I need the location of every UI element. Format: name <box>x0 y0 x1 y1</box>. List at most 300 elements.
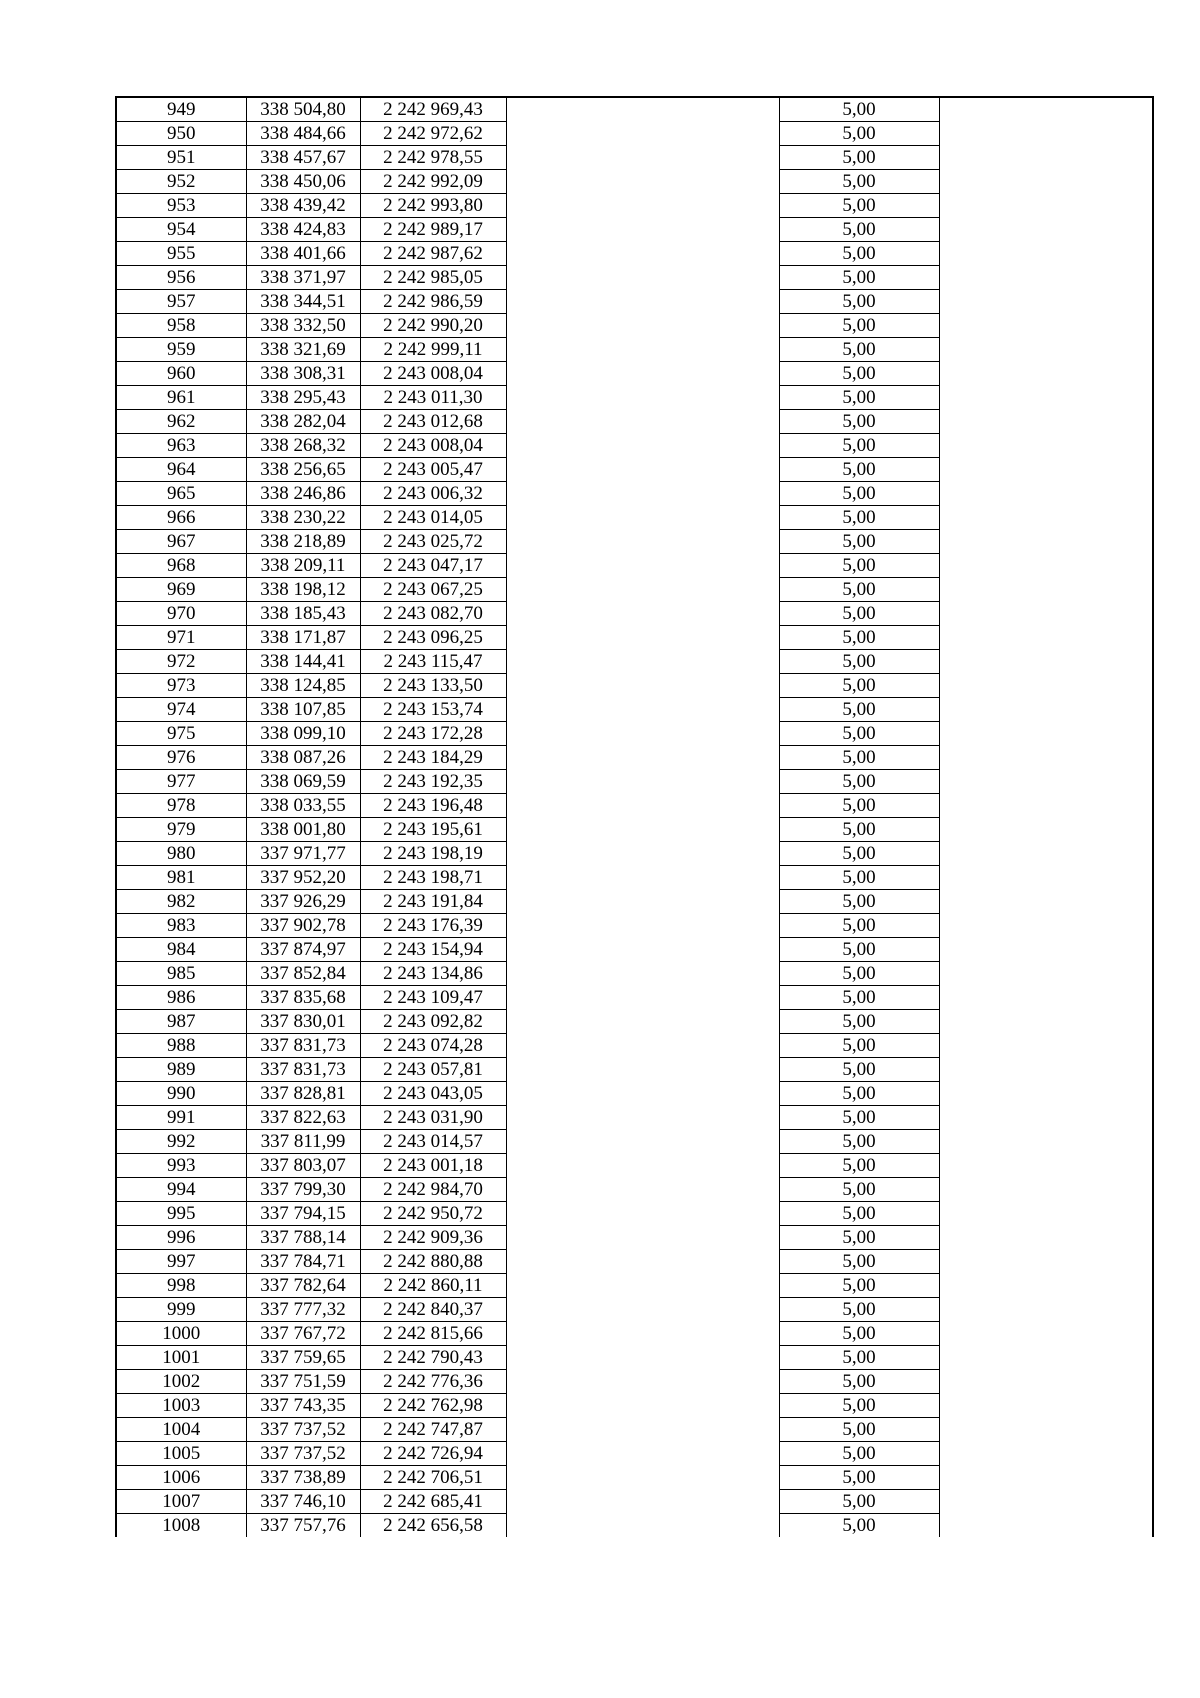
y-coordinate-cell: 2 243 176,39 <box>360 914 506 938</box>
empty-cell <box>939 338 1153 362</box>
empty-cell <box>939 722 1153 746</box>
empty-cell <box>939 938 1153 962</box>
x-coordinate-cell: 337 737,52 <box>246 1418 360 1442</box>
table-row <box>116 626 1153 650</box>
table-row <box>116 818 1153 842</box>
table-row <box>116 1442 1153 1466</box>
y-coordinate-cell: 2 243 012,68 <box>360 410 506 434</box>
empty-cell <box>939 1034 1153 1058</box>
empty-cell <box>506 650 779 674</box>
empty-cell <box>939 626 1153 650</box>
x-coordinate-cell: 338 321,69 <box>246 338 360 362</box>
table-row <box>116 698 1153 722</box>
point-number-cell: 991 <box>116 1106 246 1130</box>
y-coordinate-cell: 2 243 191,84 <box>360 890 506 914</box>
y-coordinate-cell: 2 243 005,47 <box>360 458 506 482</box>
table-row <box>116 938 1153 962</box>
point-number-cell: 976 <box>116 746 246 770</box>
x-coordinate-cell: 337 822,63 <box>246 1106 360 1130</box>
table-row <box>116 794 1153 818</box>
empty-cell <box>506 890 779 914</box>
empty-cell <box>506 962 779 986</box>
empty-cell <box>939 242 1153 266</box>
y-coordinate-cell: 2 242 840,37 <box>360 1298 506 1322</box>
accuracy-cell: 5,00 <box>779 1394 939 1418</box>
empty-cell <box>939 842 1153 866</box>
empty-cell <box>506 986 779 1010</box>
accuracy-cell: 5,00 <box>779 1034 939 1058</box>
y-coordinate-cell: 2 243 192,35 <box>360 770 506 794</box>
empty-cell <box>939 890 1153 914</box>
y-coordinate-cell: 2 243 092,82 <box>360 1010 506 1034</box>
table-row <box>116 1154 1153 1178</box>
empty-cell <box>506 674 779 698</box>
x-coordinate-cell: 337 738,89 <box>246 1466 360 1490</box>
x-coordinate-cell: 338 124,85 <box>246 674 360 698</box>
point-number-cell: 956 <box>116 266 246 290</box>
table-row <box>116 194 1153 218</box>
y-coordinate-cell: 2 243 172,28 <box>360 722 506 746</box>
empty-cell <box>506 1178 779 1202</box>
empty-cell <box>506 578 779 602</box>
accuracy-cell: 5,00 <box>779 1442 939 1466</box>
accuracy-cell: 5,00 <box>779 866 939 890</box>
x-coordinate-cell: 338 171,87 <box>246 626 360 650</box>
table-row <box>116 962 1153 986</box>
x-coordinate-cell: 338 246,86 <box>246 482 360 506</box>
y-coordinate-cell: 2 242 969,43 <box>360 97 506 122</box>
table-row <box>116 1394 1153 1418</box>
empty-cell <box>506 938 779 962</box>
empty-cell <box>939 746 1153 770</box>
y-coordinate-cell: 2 242 985,05 <box>360 266 506 290</box>
y-coordinate-cell: 2 242 685,41 <box>360 1490 506 1514</box>
accuracy-cell: 5,00 <box>779 194 939 218</box>
accuracy-cell: 5,00 <box>779 362 939 386</box>
accuracy-cell: 5,00 <box>779 698 939 722</box>
empty-cell <box>506 722 779 746</box>
empty-cell <box>939 1106 1153 1130</box>
x-coordinate-cell: 337 971,77 <box>246 842 360 866</box>
empty-cell <box>939 1394 1153 1418</box>
empty-cell <box>939 194 1153 218</box>
x-coordinate-cell: 338 218,89 <box>246 530 360 554</box>
empty-cell <box>939 1082 1153 1106</box>
empty-cell <box>506 482 779 506</box>
table-row <box>116 482 1153 506</box>
point-number-cell: 960 <box>116 362 246 386</box>
accuracy-cell: 5,00 <box>779 1154 939 1178</box>
accuracy-cell: 5,00 <box>779 386 939 410</box>
table-row <box>116 1130 1153 1154</box>
empty-cell <box>506 626 779 650</box>
x-coordinate-cell: 338 504,80 <box>246 97 360 122</box>
table-row <box>116 1202 1153 1226</box>
empty-cell <box>939 434 1153 458</box>
x-coordinate-cell: 337 799,30 <box>246 1178 360 1202</box>
empty-cell <box>506 97 779 122</box>
point-number-cell: 988 <box>116 1034 246 1058</box>
y-coordinate-cell: 2 242 762,98 <box>360 1394 506 1418</box>
y-coordinate-cell: 2 243 031,90 <box>360 1106 506 1130</box>
empty-cell <box>939 1226 1153 1250</box>
y-coordinate-cell: 2 243 074,28 <box>360 1034 506 1058</box>
point-number-cell: 997 <box>116 1250 246 1274</box>
empty-cell <box>506 1490 779 1514</box>
empty-cell <box>939 266 1153 290</box>
x-coordinate-cell: 338 401,66 <box>246 242 360 266</box>
accuracy-cell: 5,00 <box>779 914 939 938</box>
table-row <box>116 122 1153 146</box>
accuracy-cell: 5,00 <box>779 410 939 434</box>
table-row <box>116 266 1153 290</box>
y-coordinate-cell: 2 242 726,94 <box>360 1442 506 1466</box>
coordinates-table <box>115 96 1154 1537</box>
empty-cell <box>939 1322 1153 1346</box>
table-row <box>116 674 1153 698</box>
y-coordinate-cell: 2 242 776,36 <box>360 1370 506 1394</box>
x-coordinate-cell: 337 751,59 <box>246 1370 360 1394</box>
point-number-cell: 965 <box>116 482 246 506</box>
table-row <box>116 1298 1153 1322</box>
x-coordinate-cell: 338 069,59 <box>246 770 360 794</box>
empty-cell <box>506 506 779 530</box>
y-coordinate-cell: 2 243 196,48 <box>360 794 506 818</box>
x-coordinate-cell: 337 830,01 <box>246 1010 360 1034</box>
accuracy-cell: 5,00 <box>779 338 939 362</box>
table-row <box>116 1514 1153 1538</box>
x-coordinate-cell: 337 831,73 <box>246 1058 360 1082</box>
accuracy-cell: 5,00 <box>779 242 939 266</box>
empty-cell <box>506 1514 779 1538</box>
empty-cell <box>939 1442 1153 1466</box>
empty-cell <box>506 1442 779 1466</box>
table-row <box>116 506 1153 530</box>
x-coordinate-cell: 338 282,04 <box>246 410 360 434</box>
empty-cell <box>939 386 1153 410</box>
accuracy-cell: 5,00 <box>779 938 939 962</box>
accuracy-cell: 5,00 <box>779 794 939 818</box>
point-number-cell: 977 <box>116 770 246 794</box>
table-row <box>116 746 1153 770</box>
accuracy-cell: 5,00 <box>779 1346 939 1370</box>
accuracy-cell: 5,00 <box>779 146 939 170</box>
empty-cell <box>939 1466 1153 1490</box>
table-row <box>116 914 1153 938</box>
table-row <box>116 1370 1153 1394</box>
x-coordinate-cell: 337 782,64 <box>246 1274 360 1298</box>
accuracy-cell: 5,00 <box>779 458 939 482</box>
point-number-cell: 967 <box>116 530 246 554</box>
point-number-cell: 950 <box>116 122 246 146</box>
point-number-cell: 1008 <box>116 1514 246 1538</box>
x-coordinate-cell: 337 777,32 <box>246 1298 360 1322</box>
y-coordinate-cell: 2 242 987,62 <box>360 242 506 266</box>
table-row <box>116 1274 1153 1298</box>
accuracy-cell: 5,00 <box>779 314 939 338</box>
x-coordinate-cell: 338 424,83 <box>246 218 360 242</box>
table-row <box>116 146 1153 170</box>
empty-cell <box>506 1418 779 1442</box>
table-row <box>116 1106 1153 1130</box>
empty-cell <box>506 746 779 770</box>
point-number-cell: 978 <box>116 794 246 818</box>
y-coordinate-cell: 2 243 006,32 <box>360 482 506 506</box>
empty-cell <box>939 578 1153 602</box>
y-coordinate-cell: 2 242 880,88 <box>360 1250 506 1274</box>
empty-cell <box>939 1370 1153 1394</box>
y-coordinate-cell: 2 243 195,61 <box>360 818 506 842</box>
empty-cell <box>506 266 779 290</box>
accuracy-cell: 5,00 <box>779 1418 939 1442</box>
empty-cell <box>939 314 1153 338</box>
accuracy-cell: 5,00 <box>779 746 939 770</box>
point-number-cell: 969 <box>116 578 246 602</box>
point-number-cell: 1002 <box>116 1370 246 1394</box>
empty-cell <box>506 122 779 146</box>
accuracy-cell: 5,00 <box>779 170 939 194</box>
y-coordinate-cell: 2 242 989,17 <box>360 218 506 242</box>
y-coordinate-cell: 2 243 057,81 <box>360 1058 506 1082</box>
point-number-cell: 1006 <box>116 1466 246 1490</box>
table-row <box>116 170 1153 194</box>
y-coordinate-cell: 2 243 134,86 <box>360 962 506 986</box>
accuracy-cell: 5,00 <box>779 1058 939 1082</box>
point-number-cell: 968 <box>116 554 246 578</box>
table-row <box>116 386 1153 410</box>
point-number-cell: 990 <box>116 1082 246 1106</box>
point-number-cell: 1007 <box>116 1490 246 1514</box>
empty-cell <box>506 914 779 938</box>
empty-cell <box>939 794 1153 818</box>
y-coordinate-cell: 2 242 747,87 <box>360 1418 506 1442</box>
empty-cell <box>506 1226 779 1250</box>
empty-cell <box>939 530 1153 554</box>
empty-cell <box>939 362 1153 386</box>
point-number-cell: 959 <box>116 338 246 362</box>
empty-cell <box>939 97 1153 122</box>
point-number-cell: 979 <box>116 818 246 842</box>
table-row <box>116 314 1153 338</box>
empty-cell <box>506 218 779 242</box>
empty-cell <box>506 1154 779 1178</box>
empty-cell <box>506 170 779 194</box>
point-number-cell: 987 <box>116 1010 246 1034</box>
y-coordinate-cell: 2 242 860,11 <box>360 1274 506 1298</box>
accuracy-cell: 5,00 <box>779 674 939 698</box>
point-number-cell: 953 <box>116 194 246 218</box>
table-row <box>116 530 1153 554</box>
table-row <box>116 242 1153 266</box>
x-coordinate-cell: 338 185,43 <box>246 602 360 626</box>
y-coordinate-cell: 2 243 047,17 <box>360 554 506 578</box>
empty-cell <box>506 146 779 170</box>
y-coordinate-cell: 2 243 008,04 <box>360 362 506 386</box>
accuracy-cell: 5,00 <box>779 530 939 554</box>
empty-cell <box>939 914 1153 938</box>
y-coordinate-cell: 2 243 198,71 <box>360 866 506 890</box>
empty-cell <box>506 338 779 362</box>
x-coordinate-cell: 338 450,06 <box>246 170 360 194</box>
point-number-cell: 975 <box>116 722 246 746</box>
x-coordinate-cell: 338 332,50 <box>246 314 360 338</box>
empty-cell <box>506 362 779 386</box>
accuracy-cell: 5,00 <box>779 1298 939 1322</box>
table-row <box>116 410 1153 434</box>
table-row <box>116 1010 1153 1034</box>
point-number-cell: 973 <box>116 674 246 698</box>
y-coordinate-cell: 2 242 656,58 <box>360 1514 506 1538</box>
point-number-cell: 993 <box>116 1154 246 1178</box>
table-row <box>116 338 1153 362</box>
y-coordinate-cell: 2 243 014,57 <box>360 1130 506 1154</box>
x-coordinate-cell: 338 256,65 <box>246 458 360 482</box>
empty-cell <box>506 194 779 218</box>
table-row <box>116 1082 1153 1106</box>
empty-cell <box>506 458 779 482</box>
empty-cell <box>939 1490 1153 1514</box>
point-number-cell: 971 <box>116 626 246 650</box>
point-number-cell: 972 <box>116 650 246 674</box>
x-coordinate-cell: 337 784,71 <box>246 1250 360 1274</box>
empty-cell <box>939 1058 1153 1082</box>
x-coordinate-cell: 338 198,12 <box>246 578 360 602</box>
x-coordinate-cell: 338 371,97 <box>246 266 360 290</box>
accuracy-cell: 5,00 <box>779 218 939 242</box>
y-coordinate-cell: 2 242 706,51 <box>360 1466 506 1490</box>
table-row <box>116 842 1153 866</box>
empty-cell <box>939 698 1153 722</box>
point-number-cell: 964 <box>116 458 246 482</box>
empty-cell <box>939 170 1153 194</box>
empty-cell <box>939 1130 1153 1154</box>
empty-cell <box>939 1202 1153 1226</box>
point-number-cell: 963 <box>116 434 246 458</box>
empty-cell <box>939 650 1153 674</box>
accuracy-cell: 5,00 <box>779 434 939 458</box>
accuracy-cell: 5,00 <box>779 602 939 626</box>
empty-cell <box>939 290 1153 314</box>
y-coordinate-cell: 2 243 043,05 <box>360 1082 506 1106</box>
point-number-cell: 980 <box>116 842 246 866</box>
table-row <box>116 1346 1153 1370</box>
point-number-cell: 966 <box>116 506 246 530</box>
empty-cell <box>939 458 1153 482</box>
point-number-cell: 961 <box>116 386 246 410</box>
y-coordinate-cell: 2 243 133,50 <box>360 674 506 698</box>
accuracy-cell: 5,00 <box>779 1490 939 1514</box>
point-number-cell: 995 <box>116 1202 246 1226</box>
table-row <box>116 458 1153 482</box>
accuracy-cell: 5,00 <box>779 890 939 914</box>
empty-cell <box>939 1178 1153 1202</box>
accuracy-cell: 5,00 <box>779 482 939 506</box>
accuracy-cell: 5,00 <box>779 1370 939 1394</box>
accuracy-cell: 5,00 <box>779 722 939 746</box>
empty-cell <box>939 866 1153 890</box>
point-number-cell: 1004 <box>116 1418 246 1442</box>
table-row <box>116 362 1153 386</box>
table-row <box>116 890 1153 914</box>
x-coordinate-cell: 337 746,10 <box>246 1490 360 1514</box>
point-number-cell: 1003 <box>116 1394 246 1418</box>
table-row <box>116 722 1153 746</box>
table-row <box>116 650 1153 674</box>
empty-cell <box>939 482 1153 506</box>
empty-cell <box>506 1466 779 1490</box>
accuracy-cell: 5,00 <box>779 1010 939 1034</box>
accuracy-cell: 5,00 <box>779 1322 939 1346</box>
empty-cell <box>506 866 779 890</box>
table-row <box>116 986 1153 1010</box>
empty-cell <box>939 410 1153 434</box>
table-row <box>116 1178 1153 1202</box>
accuracy-cell: 5,00 <box>779 770 939 794</box>
x-coordinate-cell: 338 268,32 <box>246 434 360 458</box>
accuracy-cell: 5,00 <box>779 842 939 866</box>
point-number-cell: 952 <box>116 170 246 194</box>
empty-cell <box>506 1010 779 1034</box>
point-number-cell: 955 <box>116 242 246 266</box>
y-coordinate-cell: 2 242 909,36 <box>360 1226 506 1250</box>
point-number-cell: 962 <box>116 410 246 434</box>
accuracy-cell: 5,00 <box>779 818 939 842</box>
accuracy-cell: 5,00 <box>779 962 939 986</box>
y-coordinate-cell: 2 242 993,80 <box>360 194 506 218</box>
x-coordinate-cell: 338 099,10 <box>246 722 360 746</box>
empty-cell <box>939 1010 1153 1034</box>
x-coordinate-cell: 337 952,20 <box>246 866 360 890</box>
x-coordinate-cell: 337 794,15 <box>246 1202 360 1226</box>
x-coordinate-cell: 338 230,22 <box>246 506 360 530</box>
empty-cell <box>939 674 1153 698</box>
x-coordinate-cell: 337 852,84 <box>246 962 360 986</box>
table-row <box>116 434 1153 458</box>
empty-cell <box>939 986 1153 1010</box>
point-number-cell: 970 <box>116 602 246 626</box>
empty-cell <box>939 818 1153 842</box>
empty-cell <box>506 698 779 722</box>
x-coordinate-cell: 337 757,76 <box>246 1514 360 1538</box>
point-number-cell: 999 <box>116 1298 246 1322</box>
x-coordinate-cell: 337 803,07 <box>246 1154 360 1178</box>
x-coordinate-cell: 338 209,11 <box>246 554 360 578</box>
x-coordinate-cell: 338 087,26 <box>246 746 360 770</box>
accuracy-cell: 5,00 <box>779 1130 939 1154</box>
empty-cell <box>506 1346 779 1370</box>
table-row <box>116 290 1153 314</box>
y-coordinate-cell: 2 242 790,43 <box>360 1346 506 1370</box>
table-row <box>116 866 1153 890</box>
accuracy-cell: 5,00 <box>779 1178 939 1202</box>
empty-cell <box>939 122 1153 146</box>
point-number-cell: 957 <box>116 290 246 314</box>
x-coordinate-cell: 338 107,85 <box>246 698 360 722</box>
accuracy-cell: 5,00 <box>779 290 939 314</box>
empty-cell <box>506 602 779 626</box>
point-number-cell: 1005 <box>116 1442 246 1466</box>
table-row <box>116 1322 1153 1346</box>
empty-cell <box>506 1274 779 1298</box>
y-coordinate-cell: 2 242 972,62 <box>360 122 506 146</box>
empty-cell <box>939 554 1153 578</box>
empty-cell <box>506 1202 779 1226</box>
accuracy-cell: 5,00 <box>779 626 939 650</box>
empty-cell <box>939 1250 1153 1274</box>
x-coordinate-cell: 337 874,97 <box>246 938 360 962</box>
coordinates-table-body <box>116 97 1153 1537</box>
table-row <box>116 1418 1153 1442</box>
